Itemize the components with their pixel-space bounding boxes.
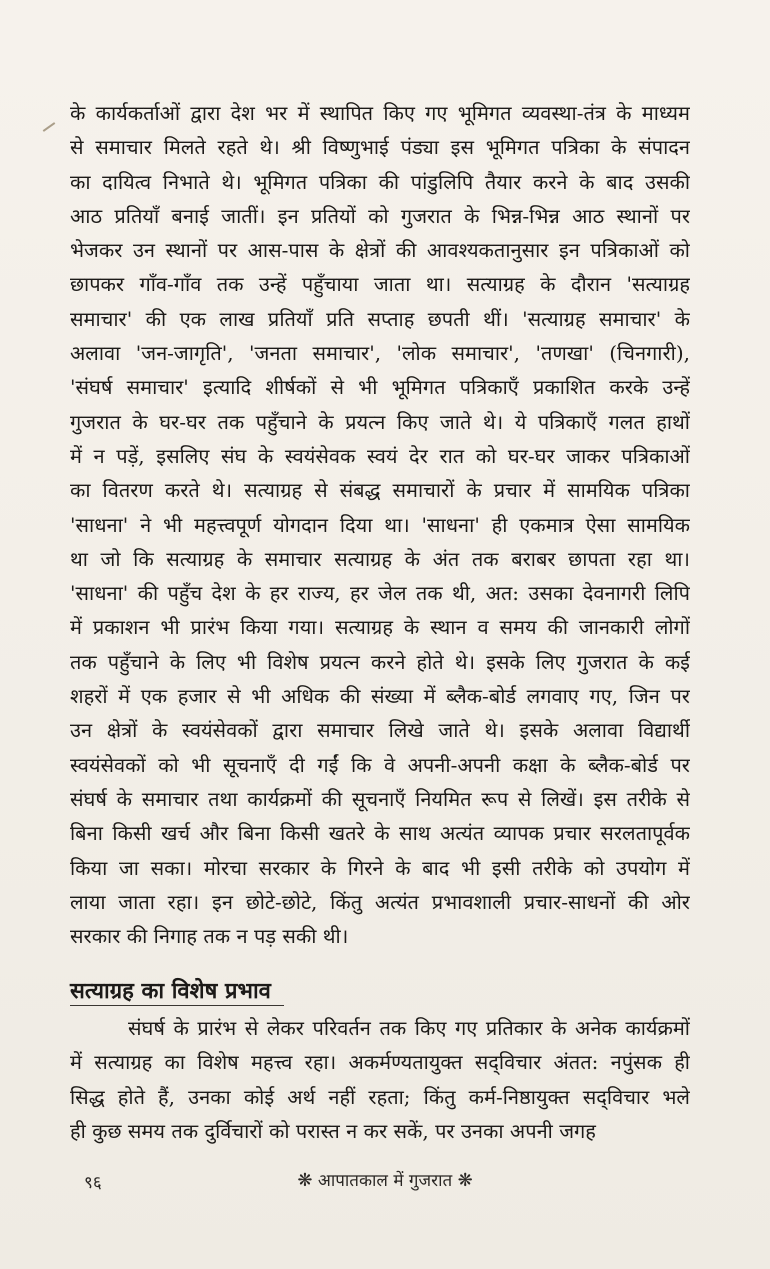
text-line: 'संघर्ष समाचार' इत्यादि शीर्षकों से भी भूमिगत पत्रिकाएँ प्रकाशित करके उन्हें <box>70 375 690 400</box>
text-line: स्वयंसेवकों को भी सूचनाएँ दी गईं कि वे अपनी-अपनी कक्षा के ब्लैक-बोर्ड पर <box>70 752 690 777</box>
text-line: सिद्ध होते हैं, उनका कोई अर्थ नहीं रहता; किंतु कर्म-निष्ठायुक्त सद्‌विचार भले <box>70 1084 690 1109</box>
star-left-icon: ❋ <box>297 1170 313 1191</box>
section-heading: सत्याग्रह का विशेष प्रभाव <box>70 979 271 1004</box>
text-line: का दायित्व निभाते थे। भूमिगत पत्रिका की पांडुलिपि तैयार करने के बाद उसकी <box>70 169 690 194</box>
text-line: था जो कि सत्याग्रह के समाचार सत्याग्रह के अंत तक बराबर छापता रहा था। <box>70 546 690 571</box>
text-line: 'साधना' की पहुँच देश के हर राज्य, हर जेल तक थी, अत: उसका देवनागरी लिपि <box>70 581 690 606</box>
book-title: आपातकाल में गुजरात <box>317 1171 453 1191</box>
paragraph-1 <box>70 96 690 953</box>
text-line: किया जा सका। मोरचा सरकार के गिरने के बाद भी इसी तरीके को उपयोग में <box>70 855 690 880</box>
star-right-icon: ❋ <box>457 1170 473 1191</box>
text-line: से समाचार मिलते रहते थे। श्री विष्णुभाई पंड्या इस भूमिगत पत्रिका के संपादन <box>70 135 690 160</box>
text-line: भेजकर उन स्थानों पर आस-पास के क्षेत्रों की आवश्यकतानुसार इन पत्रिकाओं को <box>70 238 690 263</box>
text-line: शहरों में एक हजार से भी अधिक की संख्या में ब्लैक-बोर्ड लगवाए गए, जिन पर <box>70 684 690 709</box>
text-line: संघर्ष के प्रारंभ से लेकर परिवर्तन तक किए गए प्रतिकार के अनेक कार्यक्रमों <box>128 1016 690 1040</box>
heading-underline <box>70 1005 284 1006</box>
text-line: छापकर गाँव-गाँव तक उन्हें पहुँचाया जाता था। सत्याग्रह के दौरान 'सत्याग्रह <box>70 272 690 297</box>
text-line: आठ प्रतियाँ बनाई जातीं। इन प्रतियों को गुजरात के भिन्न-भिन्न आठ स्थानों पर <box>70 203 690 228</box>
paragraph-2 <box>70 1011 690 1148</box>
text-line: का वितरण करते थे। सत्याग्रह से संबद्ध समाचारों के प्रचार में सामयिक पत्रिका <box>70 478 690 503</box>
text-line: सरकार की निगाह तक न पड़ सकी थी। <box>70 924 349 949</box>
text-line: समाचार' की एक लाख प्रतियाँ प्रति सप्ताह छपती थीं। 'सत्याग्रह समाचार' के <box>70 306 690 331</box>
text-line: अलावा 'जन-जागृति', 'जनता समाचार', 'लोक समाचार', 'तणखा' (चिनगारी), <box>70 341 690 366</box>
text-line: में सत्याग्रह का विशेष महत्त्व रहा। अकर्मण्यतायुक्त सद्‌विचार अंतत: नपुंसक ही <box>70 1050 690 1075</box>
pencil-mark <box>43 122 56 132</box>
running-footer <box>0 1168 770 1191</box>
text-line: गुजरात के घर-घर तक पहुँचाने के प्रयत्न किए जाते थे। ये पत्रिकाएँ गलत हाथों <box>70 409 690 434</box>
text-line: में प्रकाशन भी प्रारंभ किया गया। सत्याग्रह के स्थान व समय की जानकारी लोगों <box>70 615 690 640</box>
text-line: ही कुछ समय तक दुर्विचारों को परास्त न कर सकें, पर उनका अपनी जगह <box>70 1118 596 1143</box>
text-line: के कार्यकर्ताओं द्वारा देश भर में स्थापित किए गए भूमिगत व्यवस्था-तंत्र के माध्यम <box>70 101 690 125</box>
text-line: संघर्ष के समाचार तथा कार्यक्रमों की सूचनाएँ नियमित रूप से लिखें। इस तरीके से <box>70 786 690 811</box>
text-line: बिना किसी खर्च और बिना किसी खतरे के साथ अत्यंत व्यापक प्रचार सरलतापूर्वक <box>70 821 690 846</box>
text-line: उन क्षेत्रों के स्वयंसेवकों द्वारा समाचार लिखे जाते थे। इसके अलावा विद्यार्थी <box>70 718 690 743</box>
text-line: लाया जाता रहा। इन छोटे-छोटे, किंतु अत्यंत प्रभावशाली प्रचार-साधनों की ओर <box>70 889 690 914</box>
text-line: में न पड़ें, इसलिए संघ के स्वयंसेवक स्वयं देर रात को घर-घर जाकर पत्रिकाओं <box>70 443 690 468</box>
page-number: ९६ <box>84 1173 102 1193</box>
text-line: तक पहुँचाने के लिए भी विशेष प्रयत्न करने होते थे। इसके लिए गुजरात के कई <box>70 649 690 674</box>
text-line: 'साधना' ने भी महत्त्वपूर्ण योगदान दिया था। 'साधना' ही एकमात्र ऐसा सामयिक <box>70 512 690 537</box>
